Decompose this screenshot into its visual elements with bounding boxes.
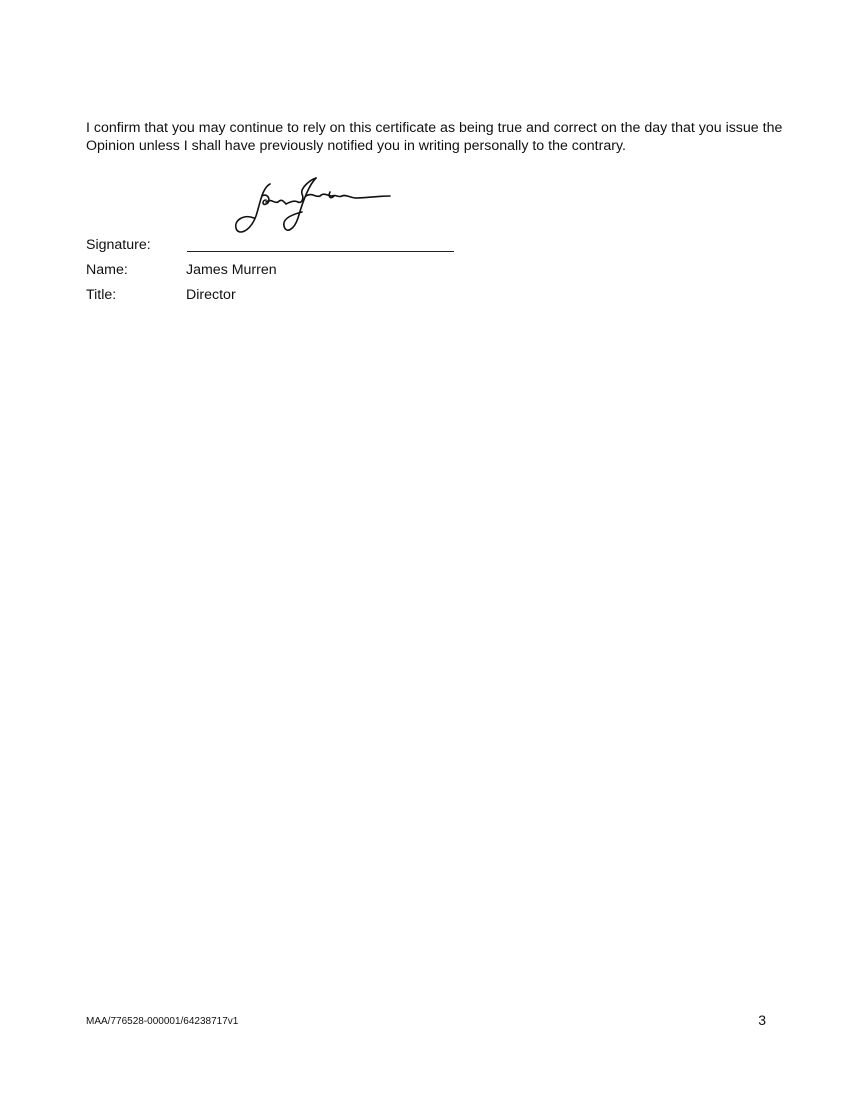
name-label: Name: <box>86 262 128 278</box>
title-value: Director <box>186 287 236 303</box>
signature-line <box>187 251 454 252</box>
page-number: 3 <box>758 1012 766 1028</box>
signature-block <box>86 170 506 310</box>
handwritten-signature <box>232 174 392 240</box>
name-value: James Murren <box>186 262 277 278</box>
confirmation-paragraph: I confirm that you may continue to rely on this certificate as being true and correct on the day that you issue the Opinion unless I shall have previously notified you in writing personally to the contrary. <box>86 120 783 154</box>
title-label: Title: <box>86 287 117 303</box>
document-reference: MAA/776528-000001/64238717v1 <box>86 1016 239 1027</box>
title-row <box>86 286 506 306</box>
signature-row <box>86 236 506 256</box>
name-row <box>86 261 506 281</box>
signature-label: Signature: <box>86 237 151 253</box>
